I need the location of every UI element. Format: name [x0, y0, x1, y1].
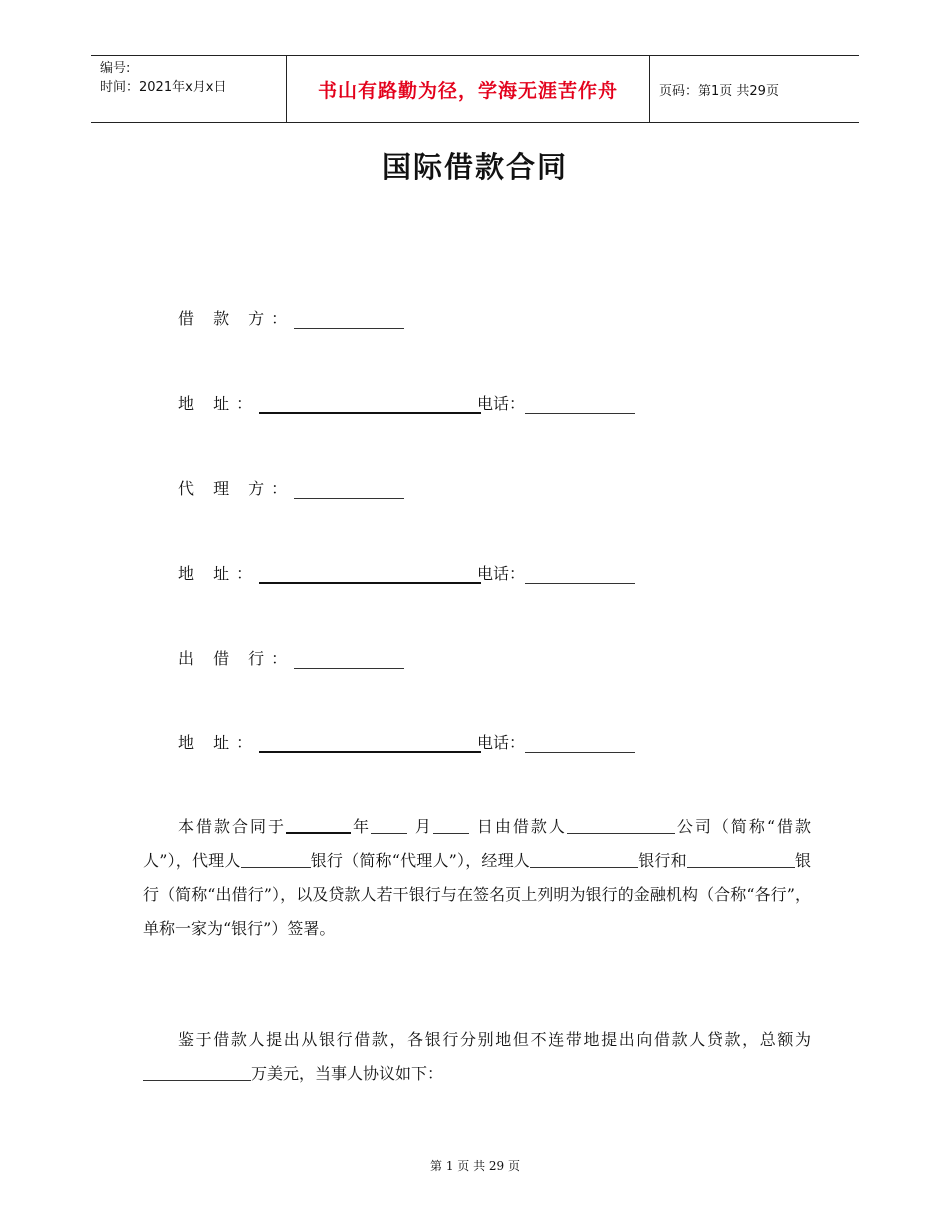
lender-address-blank[interactable]: [259, 735, 481, 753]
preamble-text: 银行和: [638, 851, 687, 870]
contract-preamble: [143, 810, 811, 946]
page-footer: 第 1 页 共 29 页: [430, 1159, 520, 1173]
agent-phone-blank[interactable]: [525, 567, 635, 584]
agent-phone-field: [477, 564, 635, 584]
amount-blank[interactable]: [143, 1066, 251, 1081]
page-title: 国际借款合同: [381, 150, 568, 184]
preamble-text: 日由借款人: [474, 817, 567, 836]
lending-bank-blank[interactable]: [687, 853, 795, 868]
address-label: 地 址：: [178, 733, 260, 752]
header-meta: [100, 59, 226, 97]
agent-address-blank[interactable]: [259, 566, 481, 584]
month-label: 月: [412, 817, 433, 836]
borrower-field: [178, 309, 404, 329]
lender-phone-blank[interactable]: [525, 736, 635, 753]
header-motto: 书山有路勤为径，学海无涯苦作舟: [317, 80, 618, 102]
contract-recital: [143, 1023, 811, 1091]
borrower-address-blank[interactable]: [259, 396, 481, 414]
phone-label: 电话：: [477, 394, 526, 413]
agent-blank[interactable]: [294, 482, 404, 499]
lender-label: 出 借 行：: [178, 649, 295, 668]
recital-text: 鉴于借款人提出从银行借款，各银行分别地但不连带地提出向借款人贷款，总额为: [178, 1030, 811, 1049]
lender-blank[interactable]: [294, 652, 404, 669]
borrower-company-blank[interactable]: [567, 819, 675, 834]
address-label: 地 址：: [178, 394, 260, 413]
borrower-phone-field: [477, 394, 635, 414]
lender-field: [178, 649, 404, 669]
borrower-blank[interactable]: [294, 312, 404, 329]
preamble-text: 银行（简称“出借行”），以及贷款人若干银行与在签名页上列明为银行的金融机构（合称“各行”，单称一家为“银行”）签署。: [143, 851, 811, 938]
year-blank[interactable]: [286, 818, 351, 834]
manager-bank-blank[interactable]: [530, 853, 638, 868]
number-label: 编号:: [100, 61, 131, 76]
borrower-label: 借 款 方：: [178, 309, 295, 328]
agent-field: [178, 479, 404, 499]
borrower-phone-blank[interactable]: [525, 397, 635, 414]
agent-label: 代 理 方：: [178, 479, 295, 498]
preamble-text: 公司（简称“借款人”），代理人: [143, 817, 811, 870]
lender-phone-field: [477, 733, 635, 753]
agent-bank-blank[interactable]: [241, 853, 311, 868]
address-label: 地 址：: [178, 564, 260, 583]
document-header: [91, 55, 859, 123]
recital-text: 万美元，当事人协议如下：: [251, 1064, 444, 1083]
phone-label: 电话：: [477, 733, 526, 752]
year-label: 年: [350, 817, 371, 836]
time-label: 时间：2021年x月x日: [100, 80, 227, 95]
month-blank[interactable]: [371, 819, 407, 834]
day-blank[interactable]: [433, 819, 469, 834]
header-page-info: 页码：第1页 共29页: [659, 84, 779, 99]
preamble-text: 银行（简称“代理人”），经理人: [310, 851, 530, 870]
borrower-address-field: [178, 394, 481, 414]
header-divider: [649, 56, 650, 122]
lender-address-field: [178, 733, 481, 753]
phone-label: 电话：: [477, 564, 526, 583]
preamble-text: 本借款合同于: [178, 817, 286, 836]
agent-address-field: [178, 564, 481, 584]
